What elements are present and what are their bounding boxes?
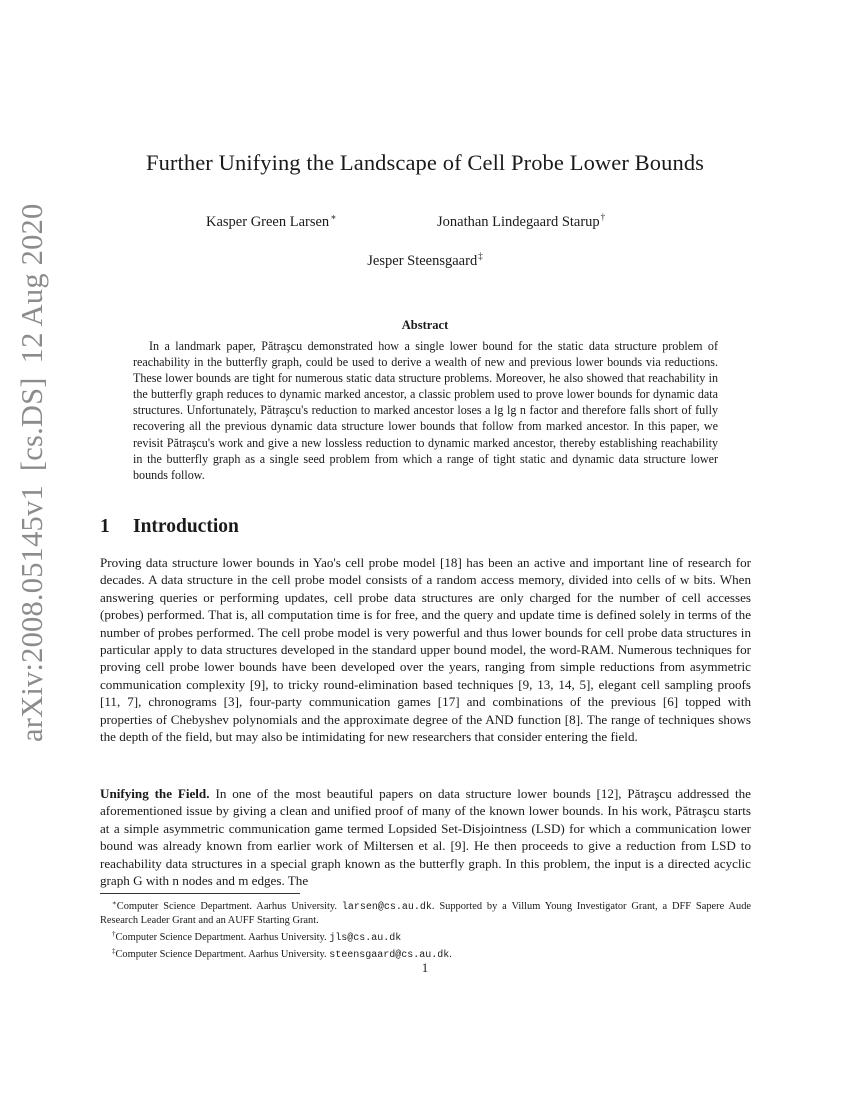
footnote-mark: ∗ xyxy=(330,212,337,222)
author xyxy=(206,212,336,231)
email-link[interactable]: larsen@cs.au.dk xyxy=(341,902,432,913)
email-link[interactable]: jls@cs.au.dk xyxy=(329,932,402,944)
footnote-text: . Supported by a Villum Young Investigator Grant, a DFF Sapere Aude Research Leader Grant and an AUFF Starting Grant. xyxy=(100,901,751,927)
arxiv-id: arXiv:2008.05145v1 xyxy=(15,485,49,742)
author-name: Jesper Steensgaard xyxy=(367,253,478,269)
footnote-mark: ‡ xyxy=(478,251,483,261)
footnote-rule xyxy=(100,893,300,894)
footnote-text: . xyxy=(449,948,452,960)
footnote-mark: ‡ xyxy=(112,946,116,955)
author-list xyxy=(0,212,850,232)
paragraph-runin-heading: Unifying the Field. xyxy=(100,786,210,801)
section-heading xyxy=(100,516,239,538)
footnote-mark: † xyxy=(112,929,116,938)
author-name: Jonathan Lindegaard Starup xyxy=(437,214,600,230)
arxiv-category: [cs.DS] xyxy=(15,377,49,472)
page-number: 1 xyxy=(421,961,429,975)
email-link[interactable]: steensgaard@cs.au.dk xyxy=(329,949,450,961)
abstract-heading: Abstract xyxy=(401,318,449,332)
footnote xyxy=(100,897,751,928)
footnote-affiliation: Computer Science Department. Aarhus University. xyxy=(116,901,337,912)
footnote-affiliation: Computer Science Department. Aarhus University. xyxy=(115,931,327,943)
author xyxy=(0,251,850,270)
author-name: Kasper Green Larsen xyxy=(206,214,330,230)
abstract-text: In a landmark paper, Pătraşcu demonstrated how a single lower bound for the static data structure problem of reachability in the butterfly graph, could be used to derive a wealth of new and previous lower bounds via reductions. These lower bounds are tight for numerous static data structure problems. Moreover, he also showed that reachability in the butterfly graph reduces to dynamic marked ancestor, a classic problem used to prove lower bounds for dynamic data structures. Unfortunately, Pătraşcu's reduction to marked ancestor loses a lg lg n factor and therefore falls short of fully recovering all the previous dynamic data structure lower bounds that follow from marked ancestor. In this paper, we revisit Pătraşcu's work and give a new lossless reduction to dynamic marked ancestor, thereby establishing reachability in the butterfly graph as a single seed problem from which a range of tight static and dynamic data structure lower bounds follow. xyxy=(133,339,718,482)
arxiv-date: 12 Aug 2020 xyxy=(15,203,49,364)
footnote-affiliation: Computer Science Department. Aarhus University. xyxy=(115,948,327,960)
footnote xyxy=(100,928,751,945)
paper-title: Further Unifying the Landscape of Cell Probe Lower Bounds xyxy=(145,150,705,175)
footnote-mark: ∗ xyxy=(112,899,117,907)
section-title: Introduction xyxy=(133,516,239,537)
section-number: 1 xyxy=(100,516,110,537)
paragraph-text: In one of the most beautiful papers on data structure lower bounds [12], Pătraşcu addressed the aforementioned issue by giving a clean and unified proof of many of the known lower bounds. In his work, Pătraşcu starts at a simple asymmetric communication game termed Lopsided Set-Disjointness (LSD) for which a communication lower bound was already known from earlier work of Miltersen et al. [9]. He then proceeds to give a reduction from LSD to reachability data structures in a special graph known as the butterfly graph. In this problem, the input is a directed acyclic graph G with n nodes and m edges. The xyxy=(100,786,751,889)
footnote xyxy=(100,945,751,962)
paragraph-intro: Proving data structure lower bounds in Yao's cell probe model [18] has been an active and important line of research for decades. A data structure in the cell probe model consists of a random access memory, divided into cells of w bits. When answering queries or performing updates, cell probe data structures are only charged for the number of cell accesses (probes) performed. That is, all computation time is for free, and the query and update time is defined solely in terms of the number of probes performed. The cell probe model is very powerful and thus lower bounds for cell probe data structures in particular apply to data structures developed in the standard upper bound model, the word-RAM. Numerous techniques for proving cell probe lower bounds have been developed over the years, ranging from simple reductions from asymmetric communication complexity [9], to tricky round-elimination based techniques [9, 13, 14, 5], elegant cell sampling proofs [11, 7], chronograms [3], four-party communication games [17] and combinations of the previous [6] topped with properties of Chebyshev polynomials and the approximate degree of the AND function [8]. The range of techniques shows the depth of the field, but may also be intimidating for new researchers that consider entering the field. xyxy=(100,555,751,745)
footnotes xyxy=(100,897,751,962)
paragraph-unifying-the-field xyxy=(100,785,751,889)
footnote-mark: † xyxy=(600,212,606,222)
author xyxy=(437,212,605,231)
